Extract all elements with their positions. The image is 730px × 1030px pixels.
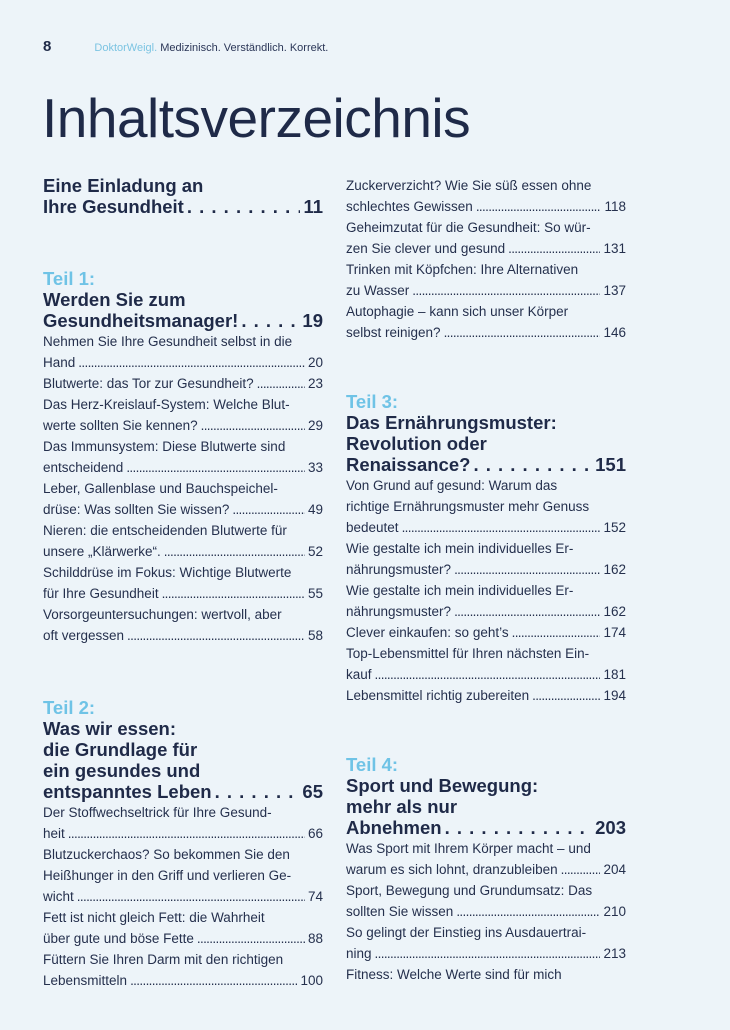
- toc-entry[interactable]: Der Stoffwechseltrick für Ihre Gesund- heit . . . 66: [43, 802, 323, 844]
- toc-entry-line: Zuckerverzicht? Wie Sie süß essen ohne: [346, 178, 592, 193]
- toc-entry[interactable]: Sport, Bewegung und Grundumsatz: Das sollten Sie wissen . . . 210: [346, 880, 626, 922]
- leader-dots: [77, 886, 305, 907]
- toc-entry-line: Das Herz-Kreislauf-System: Welche Blut-: [43, 397, 290, 412]
- toc-entry-line: Autophagie – kann sich unser Körper: [346, 304, 569, 319]
- page-ref: 204: [603, 862, 626, 877]
- toc-entry-line: Top-Lebensmittel für Ihren nächsten Ein-: [346, 646, 590, 661]
- toc-entry[interactable]: Blutwerte: das Tor zur Gesundheit? . . . 23: [43, 373, 323, 394]
- leader-dots: [412, 280, 600, 301]
- toc-entry-line: Vorsorgeuntersuchungen: wertvoll, aber: [43, 607, 282, 622]
- page-ref: 203: [595, 817, 626, 838]
- page-ref: 146: [603, 325, 626, 340]
- part-label: Teil 4:: [346, 754, 399, 775]
- toc-entry[interactable]: So gelingt der Einstieg ins Ausdauertrai- ning . . . 213: [346, 922, 626, 964]
- page-ref: 52: [307, 544, 323, 559]
- page-ref: 162: [603, 562, 626, 577]
- page-ref: 65: [302, 781, 323, 802]
- toc-chapter-intro[interactable]: Eine Einladung an Ihre Gesundheit . . . 11: [43, 175, 323, 217]
- toc-right-column: [346, 175, 626, 985]
- leader-dots: [126, 457, 305, 478]
- toc-entry[interactable]: Wie gestalte ich mein individuelles Er- nährungsmuster? . . . 162: [346, 580, 626, 622]
- toc-entry[interactable]: Das Immunsystem: Diese Blutwerte sind entscheidend . . . 33: [43, 436, 323, 478]
- toc-left-column: [43, 175, 323, 991]
- toc-entry-line: So gelingt der Einstieg ins Ausdauertrai-: [346, 925, 587, 940]
- part-label: Teil 3:: [346, 391, 399, 412]
- leader-dots: [532, 685, 600, 706]
- leader-dots: [130, 970, 297, 991]
- toc-entry[interactable]: Wie gestalte ich mein individuelles Er- nährungsmuster? . . . 162: [346, 538, 626, 580]
- toc-entry[interactable]: Schilddrüse im Fokus: Wichtige Blutwerte für Ihre Gesundheit . . . 55: [43, 562, 323, 604]
- leader-dots: [127, 625, 305, 646]
- toc-entry-line[interactable]: Fitness: Welche Werte sind für mich: [346, 967, 562, 982]
- toc-part-heading[interactable]: Was wir essen: die Grundlage für ein gesundes und entspanntes Leben . . . 65: [43, 718, 323, 802]
- toc-entry[interactable]: Vorsorgeuntersuchungen: wertvoll, aber oft vergessen . . . 58: [43, 604, 323, 646]
- toc-entry-line: Wie gestalte ich mein individuelles Er-: [346, 583, 574, 598]
- toc-part-heading[interactable]: Werden Sie zum Gesundheitsmanager! . . . 19: [43, 289, 323, 331]
- page-ref: 19: [302, 310, 323, 331]
- leader-dots: [215, 781, 300, 802]
- leader-dots: [241, 310, 299, 331]
- page-ref: 66: [307, 826, 323, 841]
- toc-entry[interactable]: Das Herz-Kreislauf-System: Welche Blut- werte sollten Sie kennen? . . . 29: [43, 394, 323, 436]
- page-number: 8: [43, 38, 52, 55]
- toc-entry[interactable]: Trinken mit Köpfchen: Ihre Alternativen zu Wasser . . . 137: [346, 259, 626, 301]
- toc-entry-line: Der Stoffwechseltrick für Ihre Gesund-: [43, 805, 272, 820]
- leader-dots: [257, 373, 305, 394]
- leader-dots: [402, 517, 601, 538]
- page-ref: 11: [303, 196, 323, 217]
- toc-entry-line: Fett ist nicht gleich Fett: die Wahrheit: [43, 910, 265, 925]
- brand-name: DoktorWeigl.: [94, 42, 158, 54]
- toc-entry-line: Von Grund auf gesund: Warum das: [346, 478, 558, 493]
- toc-entry[interactable]: Fett ist nicht gleich Fett: die Wahrheit über gute und böse Fette . . . 88: [43, 907, 323, 949]
- toc-entry[interactable]: Geheimzutat für die Gesundheit: So wür- zen Sie clever und gesund . . . 131: [346, 217, 626, 259]
- page-header: [43, 38, 328, 55]
- page-ref: 88: [307, 931, 323, 946]
- toc-entry-list: [346, 175, 626, 343]
- page-ref: 100: [300, 973, 323, 988]
- toc-entry-list: [346, 838, 626, 964]
- page-ref: 55: [307, 586, 323, 601]
- toc-entry-line: richtige Ernährungsmuster mehr Genuss: [346, 499, 590, 514]
- toc-entry[interactable]: Blutzuckerchaos? So bekommen Sie den Heißhunger in den Griff und verlieren Ge- wicht . . . 74: [43, 844, 323, 907]
- page-ref: 174: [603, 625, 626, 640]
- toc-entry-line: Trinken mit Köpfchen: Ihre Alternativen: [346, 262, 579, 277]
- page-ref: 131: [603, 241, 626, 256]
- toc-entry-list: [346, 475, 626, 706]
- leader-dots: [232, 499, 305, 520]
- part-label: Teil 1:: [43, 268, 96, 289]
- leader-dots: [456, 901, 600, 922]
- leader-dots: [187, 196, 301, 217]
- page-ref: 162: [603, 604, 626, 619]
- toc-entry[interactable]: Autophagie – kann sich unser Körper selbst reinigen? . . . 146: [346, 301, 626, 343]
- toc-entry-line: Was Sport mit Ihrem Körper macht – und: [346, 841, 591, 856]
- leader-dots: [375, 664, 601, 685]
- page-ref: 118: [604, 199, 626, 214]
- page-ref: 151: [595, 454, 626, 475]
- toc-entry[interactable]: Nehmen Sie Ihre Gesundheit selbst in die Hand . . . 20: [43, 331, 323, 373]
- leader-dots: [375, 943, 601, 964]
- toc-entry-line: Geheimzutat für die Gesundheit: So wür-: [346, 220, 591, 235]
- toc-entry-line: Schilddrüse im Fokus: Wichtige Blutwerte: [43, 565, 292, 580]
- page-ref: 137: [603, 283, 626, 298]
- leader-dots: [512, 622, 601, 643]
- toc-entry[interactable]: Füttern Sie Ihren Darm mit den richtigen Lebensmitteln . . . 100: [43, 949, 323, 991]
- page-ref: 181: [603, 667, 626, 682]
- page-ref: 210: [603, 904, 626, 919]
- toc-entry-list: [43, 331, 323, 646]
- brand-tagline: Medizinisch. Verständlich. Korrekt.: [160, 42, 329, 54]
- page-ref: 213: [603, 946, 626, 961]
- leader-dots: [473, 454, 592, 475]
- leader-dots: [508, 238, 600, 259]
- toc-entry-list: [43, 802, 323, 991]
- toc-entry-line: Füttern Sie Ihren Darm mit den richtigen: [43, 952, 284, 967]
- toc-entry[interactable]: Nieren: die entscheidenden Blutwerte für unsere „Klärwerke“. . . . 52: [43, 520, 323, 562]
- page-ref: 74: [307, 889, 323, 904]
- toc-entry[interactable]: Clever einkaufen: so geht’s . . . 174: [346, 622, 626, 643]
- toc-entry[interactable]: Zuckerverzicht? Wie Sie süß essen ohne schlechtes Gewissen . . . 118: [346, 175, 626, 217]
- leader-dots: [197, 928, 305, 949]
- toc-part-heading[interactable]: Das Ernährungsmuster: Revolution oder Renaissance? . . . 151: [346, 412, 626, 475]
- toc-entry[interactable]: Lebensmittel richtig zubereiten . . . 194: [346, 685, 626, 706]
- page-ref: 49: [307, 502, 323, 517]
- leader-dots: [445, 817, 593, 838]
- toc-entry-line: Nieren: die entscheidenden Blutwerte für: [43, 523, 287, 538]
- toc-entry[interactable]: Leber, Gallenblase und Bauchspeichel- drüse: Was sollten Sie wissen? . . . 49: [43, 478, 323, 520]
- leader-dots: [68, 823, 305, 844]
- page-ref: 194: [603, 688, 626, 703]
- toc-entry[interactable]: Top-Lebensmittel für Ihren nächsten Ein- kauf . . . 181: [346, 643, 626, 685]
- page-ref: 152: [603, 520, 626, 535]
- toc-entry-line: Das Immunsystem: Diese Blutwerte sind: [43, 439, 286, 454]
- leader-dots: [561, 859, 601, 880]
- page-ref: 58: [307, 628, 323, 643]
- toc-entry[interactable]: Von Grund auf gesund: Warum das richtige Ernährungsmuster mehr Genuss bedeutet . . . 152: [346, 475, 626, 538]
- toc-entry-line: Wie gestalte ich mein individuelles Er-: [346, 541, 574, 556]
- toc-entry-line: Blutzuckerchaos? So bekommen Sie den: [43, 847, 290, 862]
- leader-dots: [78, 352, 305, 373]
- toc-entry[interactable]: Was Sport mit Ihrem Körper macht – und warum es sich lohnt, dranzubleiben . . . 204: [346, 838, 626, 880]
- page-ref: 33: [307, 460, 323, 475]
- leader-dots: [454, 601, 600, 622]
- leader-dots: [444, 322, 601, 343]
- toc-part-heading[interactable]: Sport und Bewegung: mehr als nur Abnehmen . . . 203: [346, 775, 626, 838]
- page-title: Inhaltsverzeichnis: [42, 87, 471, 149]
- leader-dots: [476, 196, 602, 217]
- toc-entry-line: Heißhunger in den Griff und verlieren Ge-: [43, 868, 292, 883]
- leader-dots: [164, 541, 305, 562]
- leader-dots: [454, 559, 600, 580]
- page-ref: 20: [307, 355, 323, 370]
- toc-entry-line: Sport, Bewegung und Grundumsatz: Das: [346, 883, 593, 898]
- part-label: Teil 2:: [43, 697, 96, 718]
- page-ref: 23: [307, 376, 323, 391]
- leader-dots: [162, 583, 305, 604]
- leader-dots: [201, 415, 305, 436]
- toc-entry-line: Leber, Gallenblase und Bauchspeichel-: [43, 481, 278, 496]
- toc-entry-line: Nehmen Sie Ihre Gesundheit selbst in die: [43, 334, 293, 349]
- page-ref: 29: [307, 418, 323, 433]
